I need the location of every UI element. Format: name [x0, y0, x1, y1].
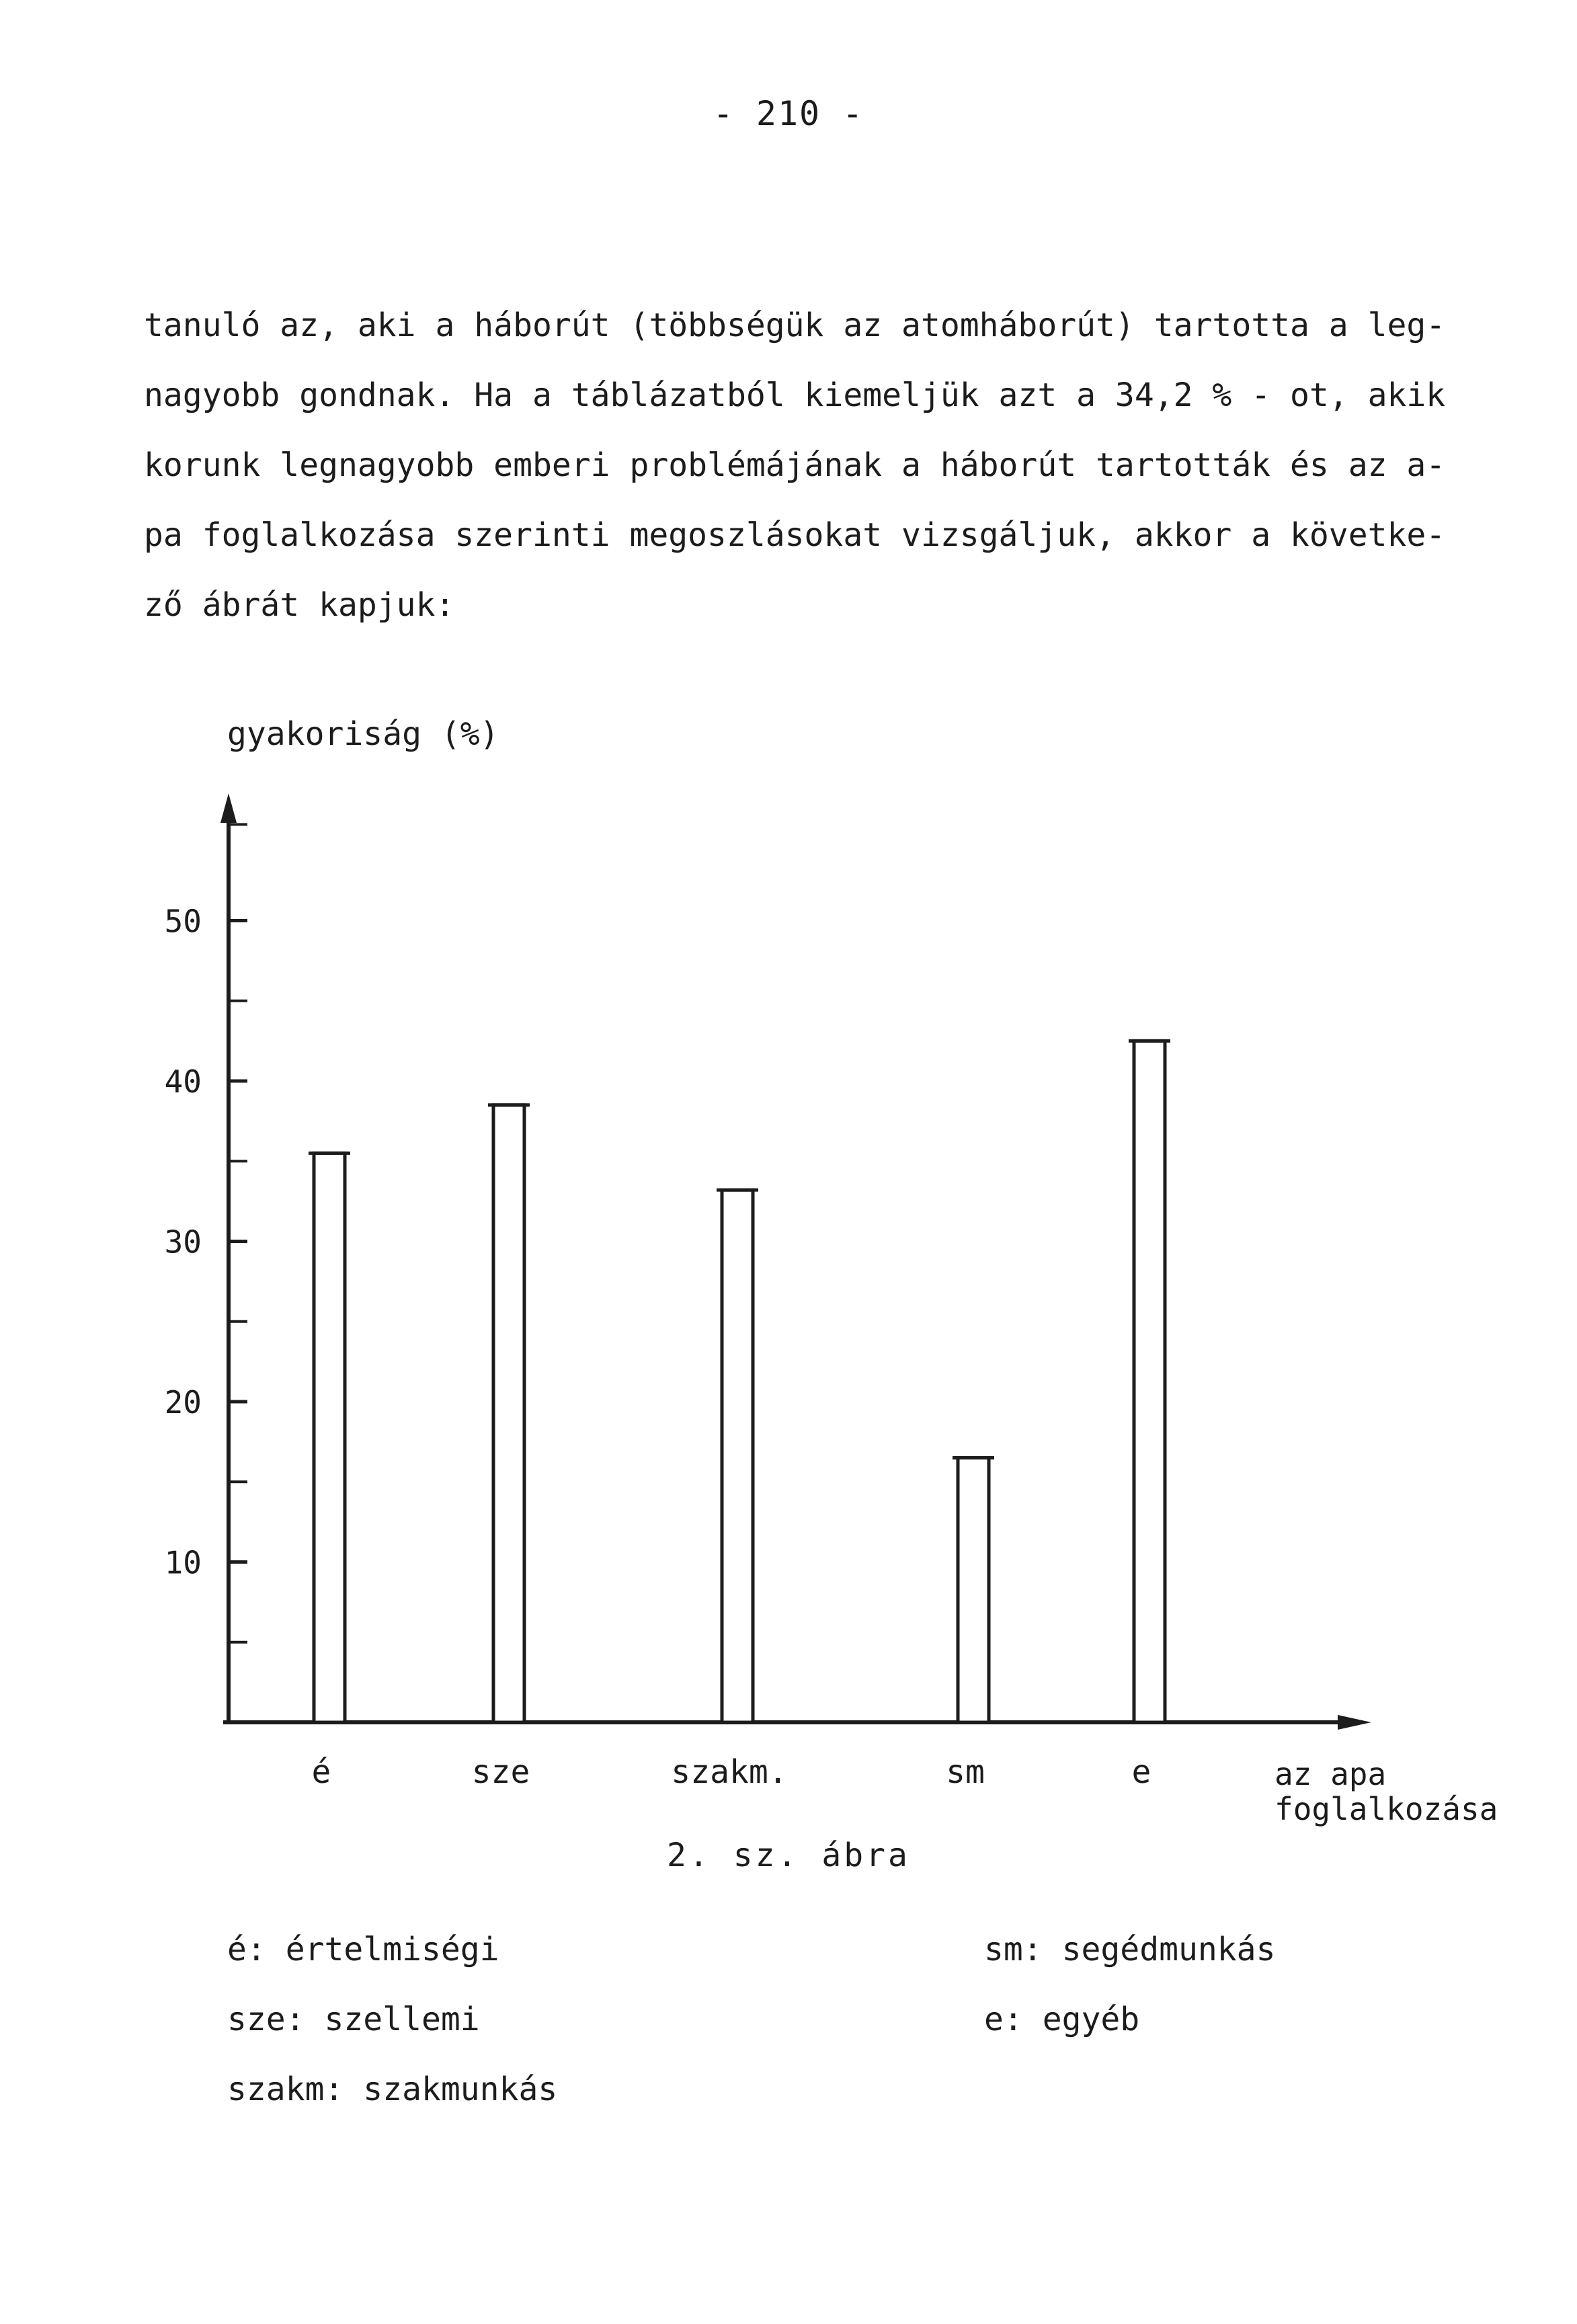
bar — [493, 1105, 524, 1722]
y-tick-label: 40 — [164, 1064, 202, 1100]
bar — [722, 1190, 753, 1722]
paragraph-line: nagyobb gondnak. Ha a táblázatból kiemeljük azt a 34,2 % - ot, akik — [144, 376, 1446, 414]
legend-note: sm: segédmunkás — [984, 1931, 1276, 1968]
abbreviation-legend-left — [227, 1915, 557, 2124]
abbreviation-legend-right — [984, 1915, 1275, 2054]
y-tick-label: 20 — [164, 1384, 202, 1420]
legend-note: é: értelmiségi — [227, 1931, 499, 1968]
x-axis-label: az apa — [1275, 1756, 1387, 1792]
y-tick-label: 10 — [164, 1544, 202, 1581]
y-axis-arrow — [220, 793, 237, 823]
page-number: - 210 - — [713, 94, 864, 133]
x-category-label: szakm. — [671, 1753, 788, 1791]
x-axis-label: foglalkozása — [1275, 1791, 1498, 1827]
legend-note: szakm: szakmunkás — [227, 2071, 558, 2108]
legend-note: e: egyéb — [984, 2001, 1140, 2038]
chart-axes — [220, 793, 1371, 1730]
x-category-label: sm — [946, 1753, 985, 1791]
bar — [314, 1153, 345, 1722]
bar — [1134, 1041, 1165, 1722]
chart-ticks — [229, 824, 247, 1642]
y-tick-label: 30 — [164, 1224, 202, 1260]
x-category-label: sze — [471, 1753, 530, 1791]
y-tick-label: 50 — [164, 903, 202, 940]
x-category-label: é — [311, 1753, 331, 1791]
y-axis-label: gyakoriság (%) — [227, 715, 499, 753]
bar — [958, 1457, 989, 1722]
chart-labels — [165, 715, 1498, 1827]
x-axis-arrow — [1338, 1715, 1371, 1730]
legend-note: sze: szellemi — [227, 2001, 480, 2038]
paragraph-line: korunk legnagyobb emberi problémájának a háborút tartották és az a- — [144, 446, 1446, 484]
chart-bars — [309, 1041, 1170, 1722]
paragraph-line: pa foglalkozása szerinti megoszlásokat vizsgáljuk, akkor a követke- — [144, 516, 1446, 554]
paragraph-line: tanuló az, aki a háborút (többségük az atomháborút) tartotta a leg- — [144, 307, 1446, 344]
figure-caption: 2. sz. ábra — [667, 1837, 910, 1874]
x-category-label: e — [1131, 1753, 1151, 1791]
paragraph-line: ző ábrát kapjuk: — [144, 586, 455, 624]
